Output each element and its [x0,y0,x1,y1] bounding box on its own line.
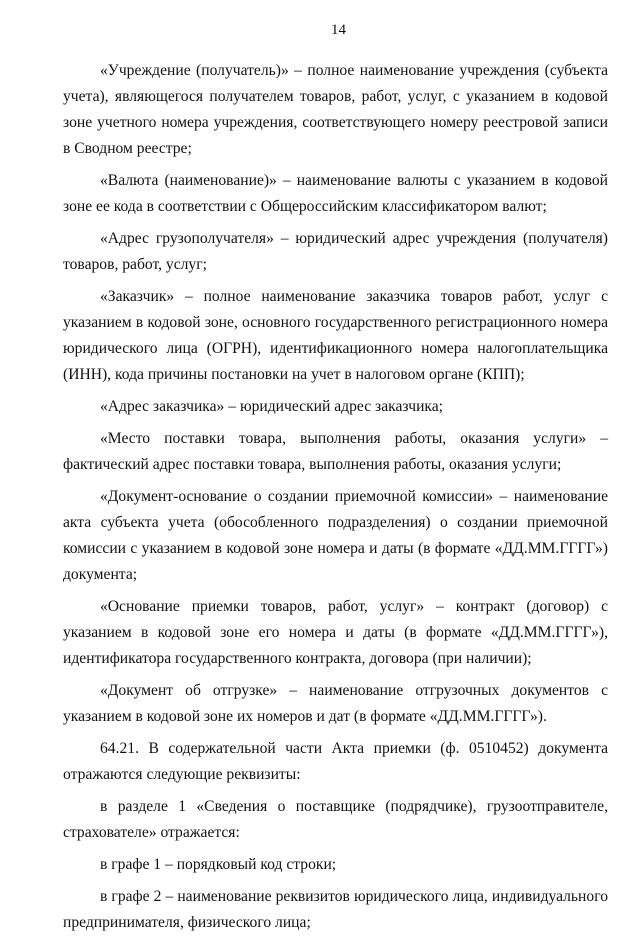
paragraph-commission-basis-document: «Документ-основание о создании приемочной комиссии» – наименование акта субъекта учета (обособленного подразделения) о создании приемочной комиссии с указанием в кодовой зоне номера и даты (в формате «ДД.ММ.ГГГГ») документа; [63,488,608,583]
paragraph-currency: «Валюта (наименование)» – наименование валюты с указанием в кодовой зоне ее кода в соответствии с Общероссийским классификатором валют; [63,172,608,215]
paragraph-consignee-address: «Адрес грузополучателя» – юридический адрес учреждения (получателя) товаров, работ, услуг; [63,230,608,273]
paragraph-delivery-place: «Место поставки товара, выполнения работы, оказания услуги» – фактический адрес поставки товара, выполнения работы, оказания услуги; [63,430,608,473]
paragraph-section-1-supplier: в разделе 1 «Сведения о поставщике (подрядчике), грузоотправителе, страхователе» отражается: [63,798,608,841]
paragraph-customer: «Заказчик» – полное наименование заказчика товаров работ, услуг с указанием в кодовой зоне, основного государственного регистрационного номера юридического лица (ОГРН), идентификационного номера налогоплательщика (ИНН), кода причины постановки на учет в налоговом органе (КПП); [63,288,608,383]
paragraph-section-64-21: 64.21. В содержательной части Акта приемки (ф. 0510452) документа отражаются следующие реквизиты: [63,740,608,783]
paragraph-customer-address: «Адрес заказчика» – юридический адрес заказчика; [100,398,444,415]
paragraph-recipient-institution: «Учреждение (получатель)» – полное наименование учреждения (субъекта учета), являющегося получателем товаров, работ, услуг, с указанием в кодовой зоне учетного номера учреждения, соответствующего номеру реестровой записи в Сводном реестре; [63,62,608,157]
paragraph-acceptance-basis: «Основание приемки товаров, работ, услуг» – контракт (договор) с указанием в кодовой зоне его номера и даты (в формате «ДД.ММ.ГГГГ»), идентификатора государственного контракта, договора (при наличии); [63,598,608,667]
page-number: 14 [331,22,346,38]
paragraph-shipment-document: «Документ об отгрузке» – наименование отгрузочных документов с указанием в кодовой зоне их номеров и дат (в формате «ДД.ММ.ГГГГ»). [63,682,608,725]
paragraph-column-2: в графе 2 – наименование реквизитов юридического лица, индивидуального предпринимателя, физического лица; [63,888,608,931]
paragraph-column-1: в графе 1 – порядковый код строки; [100,856,337,873]
